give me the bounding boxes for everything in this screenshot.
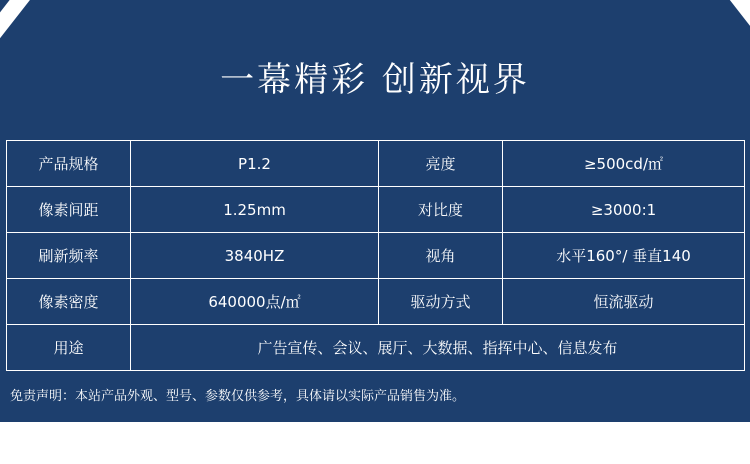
spec-value: 水平160°/ 垂直140: [503, 233, 745, 279]
spec-label: 视角: [379, 233, 503, 279]
spec-value: 3840HZ: [131, 233, 379, 279]
spec-value: 1.25mm: [131, 187, 379, 233]
spec-value: 恒流驱动: [503, 279, 745, 325]
spec-value: P1.2: [131, 141, 379, 187]
table-row: [7, 233, 745, 279]
spec-table: [6, 140, 745, 371]
spec-value: ≥3000:1: [503, 187, 745, 233]
table-row-usage: [7, 325, 745, 371]
table-row: [7, 187, 745, 233]
spec-value: ≥500cd/㎡: [503, 141, 745, 187]
spec-label: 亮度: [379, 141, 503, 187]
disclaimer-text: 免责声明：本站产品外观、型号、参数仅供参考，具体请以实际产品销售为准。: [10, 389, 466, 404]
spec-value: 640000点/㎡: [131, 279, 379, 325]
table-row: [7, 279, 745, 325]
table-row: [7, 141, 745, 187]
usage-value: 广告宣传、会议、展厅、大数据、指挥中心、信息发布: [131, 325, 745, 371]
spec-label: 像素密度: [7, 279, 131, 325]
spec-label: 对比度: [379, 187, 503, 233]
spec-label: 像素间距: [7, 187, 131, 233]
footer-strip: [0, 422, 750, 464]
usage-label: 用途: [7, 325, 131, 371]
spec-label: 产品规格: [7, 141, 131, 187]
page-title: 一幕精彩 创新视界: [220, 60, 530, 100]
spec-label: 驱动方式: [379, 279, 503, 325]
spec-label: 刷新频率: [7, 233, 131, 279]
spec-table-container: [0, 140, 750, 371]
poster-banner: [0, 0, 750, 140]
